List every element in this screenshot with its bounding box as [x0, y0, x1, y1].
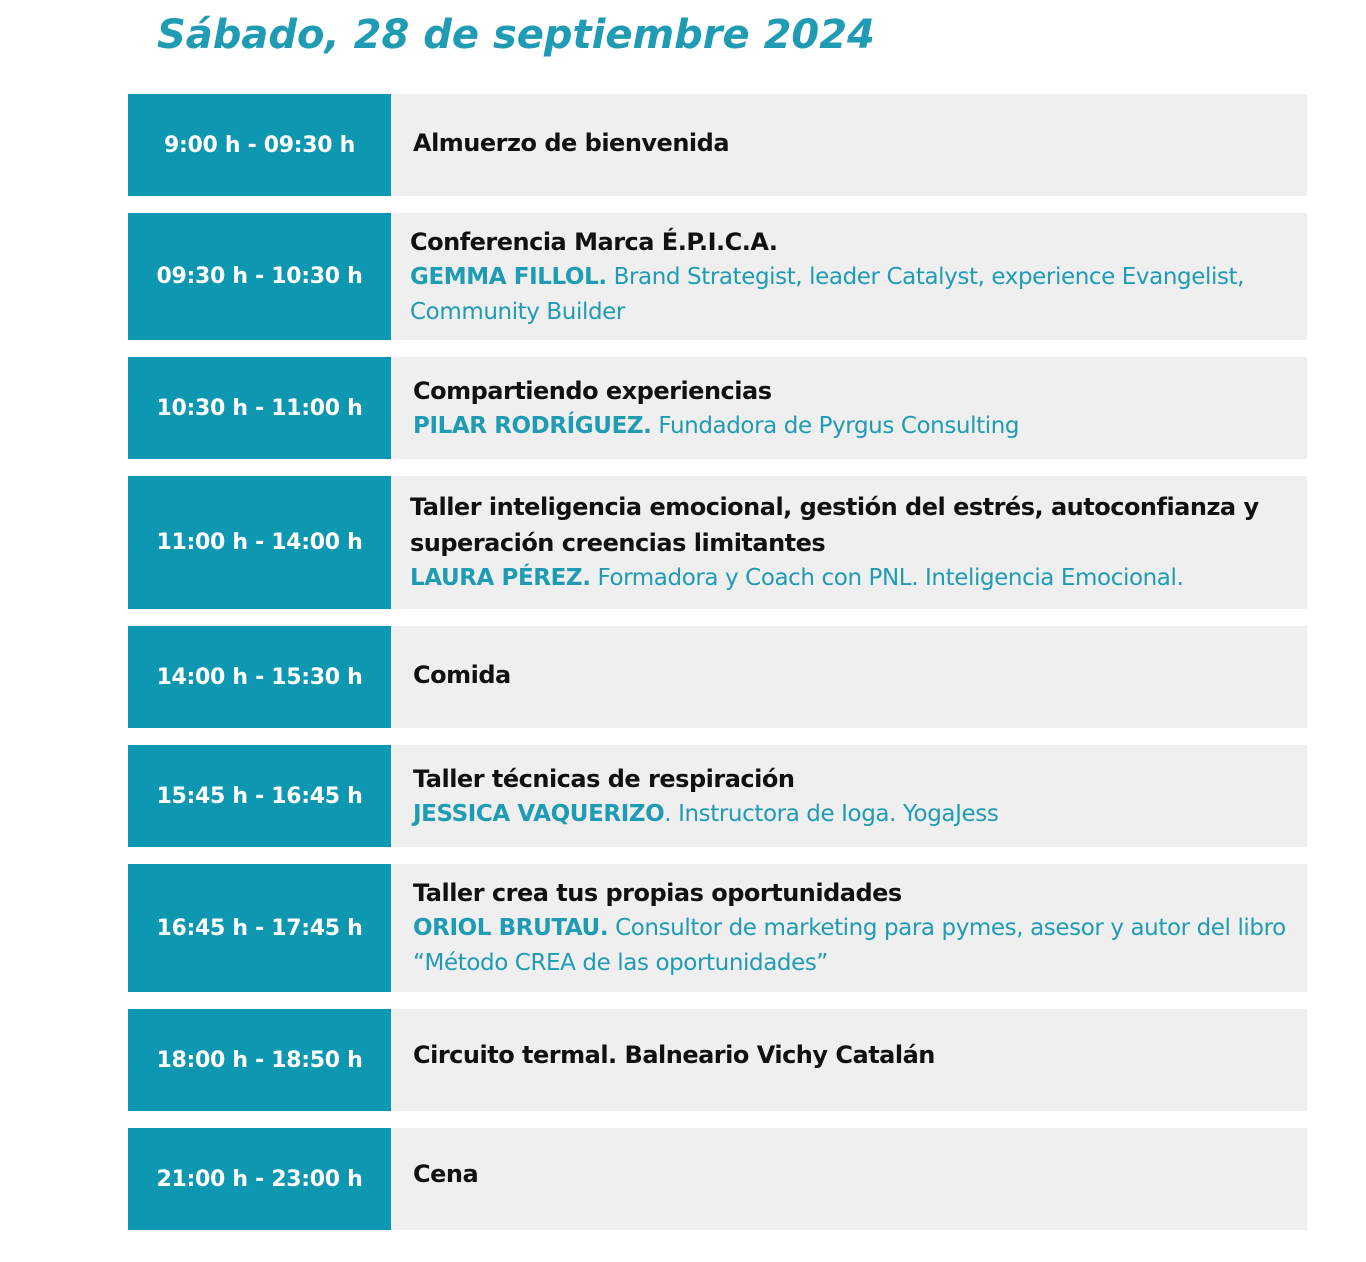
schedule-table [128, 94, 1307, 1230]
activity-title: Almuerzo de bienvenida [413, 129, 730, 157]
speaker-info [410, 561, 1293, 596]
speaker-name: ORIOL BRUTAU. [413, 915, 609, 941]
session-details [391, 864, 1307, 992]
speaker-role: Fundadora de Pyrgus Consulting [651, 412, 1020, 439]
schedule-row [128, 864, 1307, 992]
session-details [391, 94, 1307, 196]
activity-title: Comida [413, 661, 511, 689]
activity-title: Taller inteligencia emocional, gestión del estrés, autoconfianza y superación creencias limitantes [410, 493, 1259, 557]
time-slot: 21:00 h - 23:00 h [128, 1128, 391, 1230]
speaker-role: Consultor de marketing para pymes, asesor y autor del libro “Método CREA de las oportunidades” [413, 915, 1286, 976]
speaker-info [410, 260, 1293, 330]
schedule-row [128, 1009, 1307, 1111]
session-details [391, 1128, 1307, 1230]
time-slot: 10:30 h - 11:00 h [128, 357, 391, 459]
speaker-role: Brand Strategist, leader Catalyst, experience Evangelist, Community Builder [410, 263, 1245, 325]
speaker-info [413, 911, 1293, 981]
schedule-row [128, 476, 1307, 609]
schedule-row [128, 626, 1307, 728]
time-slot: 15:45 h - 16:45 h [128, 745, 391, 847]
speaker-name: JESSICA VAQUERIZO [413, 800, 665, 827]
speaker-info [413, 797, 1293, 832]
time-slot: 09:30 h - 10:30 h [128, 213, 391, 340]
time-slot: 18:00 h - 18:50 h [128, 1009, 391, 1111]
speaker-name: LAURA PÉREZ. [410, 565, 591, 591]
activity-title: Taller técnicas de respiración [413, 764, 795, 793]
session-details [391, 626, 1307, 728]
page-title: Sábado, 28 de septiembre 2024 [157, 12, 875, 58]
schedule-row [128, 1128, 1307, 1230]
time-slot: 9:00 h - 09:30 h [128, 94, 391, 196]
activity-title: Circuito termal. Balneario Vichy Catalán [413, 1041, 935, 1069]
activity-title: Taller crea tus propias oportunidades [413, 879, 902, 907]
session-details [391, 476, 1307, 609]
schedule-row [128, 94, 1307, 196]
activity-title: Conferencia Marca É.P.I.C.A. [410, 227, 778, 256]
activity-title: Cena [413, 1160, 479, 1188]
speaker-name: GEMMA FILLOL. [410, 263, 607, 290]
speaker-role: Formadora y Coach con PNL. Inteligencia Emocional. [590, 565, 1184, 591]
speaker-info [413, 409, 1293, 444]
session-details [391, 213, 1307, 340]
session-details [391, 357, 1307, 459]
activity-title: Compartiendo experiencias [413, 376, 772, 405]
speaker-name: PILAR RODRÍGUEZ. [413, 412, 652, 439]
speaker-role: . Instructora de Ioga. YogaJess [664, 800, 999, 827]
session-details [391, 1009, 1307, 1111]
schedule-row [128, 357, 1307, 459]
session-details [391, 745, 1307, 847]
schedule-row [128, 213, 1307, 340]
time-slot: 11:00 h - 14:00 h [128, 476, 391, 609]
time-slot: 14:00 h - 15:30 h [128, 626, 391, 728]
schedule-row [128, 745, 1307, 847]
time-slot: 16:45 h - 17:45 h [128, 864, 391, 992]
